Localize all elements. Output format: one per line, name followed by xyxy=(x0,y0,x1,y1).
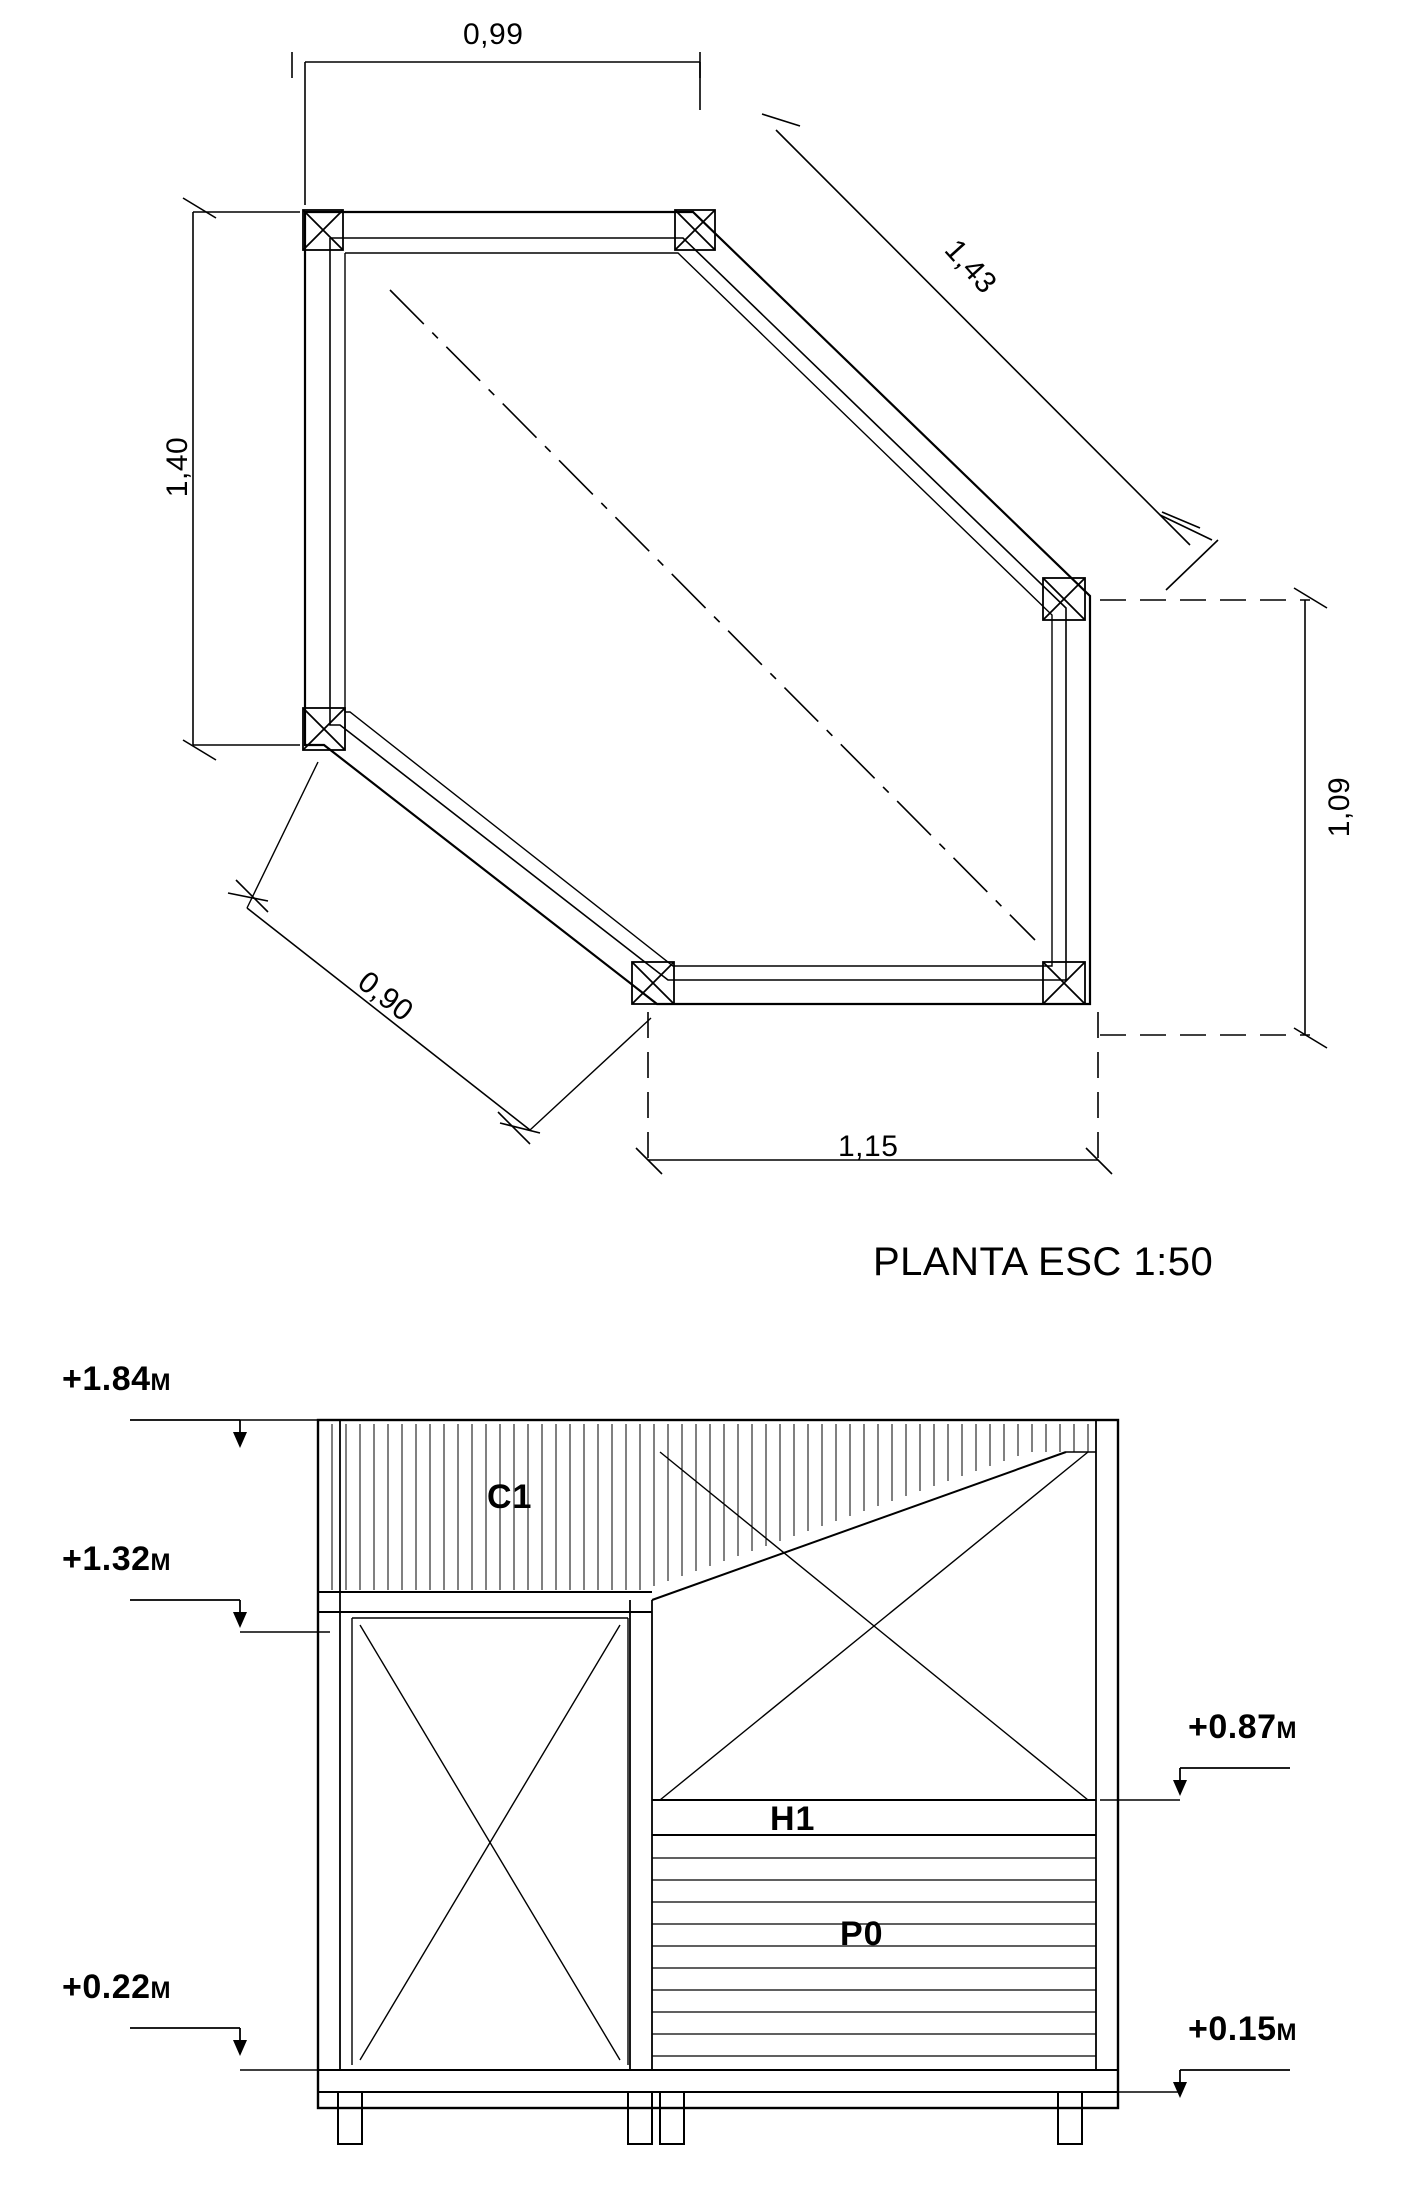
level-unit: M xyxy=(1276,1717,1298,1744)
level-unit: M xyxy=(1276,2019,1298,2046)
level-value-bottom-left: +0.22 xyxy=(62,1968,151,2006)
elevation-view-group xyxy=(318,1420,1118,2144)
plan-centerline xyxy=(390,290,1035,940)
plan-corner-post xyxy=(303,210,343,250)
plan-corner-post xyxy=(1043,578,1085,620)
level-value-bottom-right: +0.15 xyxy=(1188,2010,1277,2048)
slat-panel xyxy=(652,1858,1096,2056)
plan-inner-wall-2 xyxy=(345,253,1052,966)
level-unit: M xyxy=(150,1549,172,1576)
dimension-top xyxy=(292,52,700,205)
dimension-label-right: 1,09 xyxy=(1323,776,1356,838)
plan-title: PLANTA ESC 1:50 xyxy=(873,1240,1214,1284)
level-value-right-upper: +0.87 xyxy=(1188,1708,1277,1746)
plan-outer-wall xyxy=(305,212,1090,1004)
dimension-label-lower-left-diagonal: 0,90 xyxy=(351,965,420,1029)
level-value-mid-left: +1.32 xyxy=(62,1540,151,1578)
part-label-handrail: H1 xyxy=(770,1800,816,1838)
dimension-right xyxy=(1100,588,1327,1048)
level-label-bottom-right xyxy=(1188,2010,1297,2049)
plan-view-group xyxy=(130,52,1327,2144)
dimension-label-left: 1,40 xyxy=(161,436,194,498)
left-panel-bracing xyxy=(352,1618,628,2065)
level-label-right-upper xyxy=(1188,1708,1297,1747)
dimension-left xyxy=(183,198,300,760)
part-label-roof: C1 xyxy=(487,1478,533,1516)
dimension-upper-right-diagonal xyxy=(762,114,1218,590)
plan-corner-post xyxy=(303,708,345,750)
dimension-leader xyxy=(247,762,651,1130)
part-label-panel: P0 xyxy=(840,1915,884,1953)
roof-hatch xyxy=(332,1424,1088,1590)
plan-inner-wall xyxy=(330,238,1066,980)
level-unit: M xyxy=(150,1977,172,2004)
right-panel-bracing xyxy=(660,1452,1088,1800)
level-value-top: +1.84 xyxy=(62,1360,151,1398)
plan-corner-post xyxy=(675,210,715,250)
level-unit: M xyxy=(150,1369,172,1396)
level-label-top xyxy=(62,1360,171,1399)
dimension-label-bottom: 1,15 xyxy=(838,1130,899,1163)
plan-corner-post xyxy=(1043,962,1085,1004)
dimension-label-top: 0,99 xyxy=(463,18,524,51)
level-label-bottom-left xyxy=(62,1968,171,2007)
dimension-label-upper-right-diagonal: 1,43 xyxy=(938,233,1004,301)
level-label-mid-left xyxy=(62,1540,171,1579)
